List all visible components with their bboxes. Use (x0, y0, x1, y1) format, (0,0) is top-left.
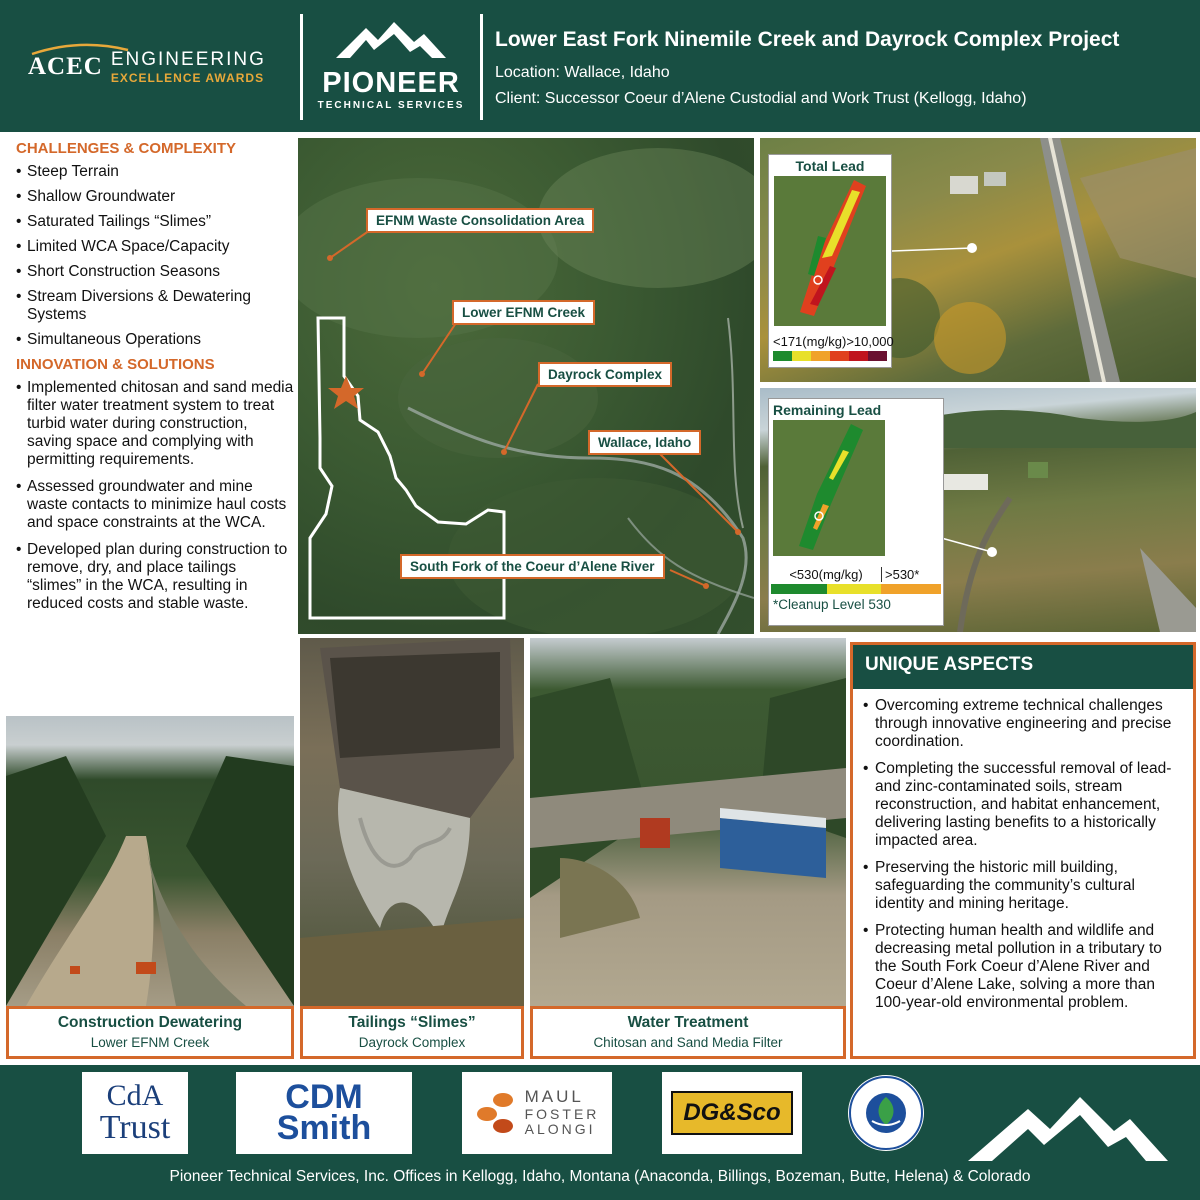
pioneer-mountain-icon (968, 1095, 1168, 1161)
pioneer-logo (316, 20, 466, 111)
construction-dewatering-caption (6, 1006, 294, 1059)
challenges-heading: CHALLENGES & COMPLEXITY (16, 140, 237, 157)
header-divider-2 (480, 14, 483, 120)
acec-logo (28, 50, 266, 84)
remaining-lead-title: Remaining Lead (773, 402, 882, 418)
remaining-lead-inset (768, 398, 944, 626)
unique-heading: UNIQUE ASPECTS (853, 645, 1193, 689)
legend-low-label: <530(mg/kg) (789, 567, 863, 582)
unique-list (853, 689, 1193, 1012)
cda-trust-line1: CdA (106, 1079, 164, 1112)
list-item: • Assessed groundwater and mine waste contacts to minimize haul costs and space constraints at the WCA. (16, 478, 294, 532)
list-item: • Preserving the historic mill building, safeguarding the community’s cultural identity and mining heritage. (861, 859, 1183, 913)
remaining-lead-legend-bar (771, 584, 941, 594)
list-item: • Implemented chitosan and sand media filter water treatment system to treat turbid water during construction, saving space and complying with permitting requirements. (16, 379, 294, 469)
footer-banner (0, 1065, 1200, 1200)
list-item: • Saturated Tailings “Slimes” (16, 213, 294, 231)
map-label-dayrock: Dayrock Complex (538, 362, 672, 387)
photo-subtitle: Lower EFNM Creek (90, 1035, 210, 1050)
tailings-slimes-caption (300, 1006, 524, 1059)
photo-subtitle: Dayrock Complex (358, 1035, 466, 1050)
legend-swatch (773, 351, 792, 361)
list-item: • Stream Diversions & Dewatering Systems (16, 288, 294, 324)
list-item: • Completing the successful removal of lead- and zinc-contaminated soils, stream reconstruction, and habitat enhancement, delivering lasting benefits to a historically impacted area. (861, 760, 1183, 850)
unique-aspects-box (850, 642, 1196, 1059)
photo-title: Construction Dewatering (57, 1014, 243, 1031)
legend-low-label: <171(mg/kg) (773, 334, 847, 349)
epa-seal-icon (846, 1073, 926, 1153)
dgsco-logo (662, 1072, 802, 1154)
list-item: • Simultaneous Operations (16, 331, 294, 349)
maul-foster-line2: FOSTER (524, 1105, 600, 1122)
epa-logo (846, 1072, 926, 1154)
legend-swatch (792, 351, 811, 361)
list-item: • Steep Terrain (16, 163, 294, 181)
mountain-icon (336, 20, 446, 58)
legend-swatch (881, 584, 941, 594)
legend-swatch (830, 351, 849, 361)
innovation-list (16, 379, 294, 613)
total-lead-title: Total Lead (795, 158, 865, 174)
cda-trust-line2: Trust (99, 1109, 171, 1146)
aerial-map (298, 138, 754, 634)
water-treatment-caption (530, 1006, 846, 1059)
legend-high-label: >10,000 (846, 334, 894, 349)
total-lead-photo (760, 138, 1196, 382)
project-title: Lower East Fork Ninemile Creek and Dayrock Complex Project (495, 28, 1120, 51)
pioneer-name: PIONEER (322, 67, 460, 99)
map-label-efnm: Lower EFNM Creek (452, 300, 595, 325)
maul-foster-dots-icon (475, 1090, 517, 1136)
map-label-wallace: Wallace, Idaho (588, 430, 701, 455)
dgsco-wordmark: DG&Sco (671, 1091, 792, 1135)
cda-trust-logo (82, 1072, 188, 1154)
maul-foster-logo (462, 1072, 612, 1154)
map-label-wca: EFNM Waste Consolidation Area (366, 208, 594, 233)
project-client: Client: Successor Coeur d’Alene Custodial and Work Trust (Kellogg, Idaho) (495, 90, 1027, 107)
left-column (16, 140, 294, 622)
list-item: • Developed plan during construction to remove, dry, and place tailings “slimes” in the WCA, resulting in reduced costs and stable waste. (16, 541, 294, 613)
header-banner (0, 0, 1200, 132)
remaining-lead-photo (760, 388, 1196, 632)
list-item: • Overcoming extreme technical challenges through innovative engineering and precise coordination. (861, 697, 1183, 751)
photo-title: Tailings “Slimes” (348, 1014, 476, 1031)
acec-wordmark: ACEC (28, 53, 103, 80)
acec-swoosh-icon (30, 42, 130, 56)
total-lead-legend-bar (773, 351, 887, 361)
acec-excellence: EXCELLENCE AWARDS (110, 71, 265, 85)
map-label-south-fork: South Fork of the Coeur d’Alene River (400, 554, 665, 579)
list-item: • Limited WCA Space/Capacity (16, 238, 294, 256)
maul-foster-line3: ALONGI (524, 1121, 596, 1138)
cleanup-note: *Cleanup Level 530 (773, 597, 891, 612)
legend-swatch (771, 584, 827, 594)
total-lead-heatmap (774, 176, 886, 326)
cdm-smith-line2: Smith (276, 1109, 372, 1147)
list-item: • Short Construction Seasons (16, 263, 294, 281)
challenges-list (16, 163, 294, 349)
construction-dewatering-photo (6, 716, 294, 1006)
tailings-scene (300, 638, 524, 1006)
photo-subtitle: Chitosan and Sand Media Filter (593, 1035, 783, 1050)
project-title-block (495, 28, 1119, 108)
water-treatment-scene (530, 638, 846, 1006)
project-location: Location: Wallace, Idaho (495, 64, 670, 81)
acec-engineering: ENGINEERING (110, 49, 266, 70)
tailings-slimes-photo (300, 638, 524, 1006)
list-item: • Shallow Groundwater (16, 188, 294, 206)
total-lead-inset (768, 154, 892, 368)
legend-swatch (811, 351, 830, 361)
cdm-smith-line1: CDM (285, 1078, 363, 1117)
water-treatment-photo (530, 638, 846, 1006)
maul-foster-line1: MAUL (524, 1087, 584, 1107)
footer-offices-text: Pioneer Technical Services, Inc. Offices in Kellogg, Idaho, Montana (Anaconda, Billings, Bozeman, Butte, Helena) & Colorado (169, 1168, 1031, 1185)
pioneer-sub: TECHNICAL SERVICES (317, 100, 465, 111)
dewatering-scene (6, 716, 294, 1006)
legend-swatch (849, 351, 868, 361)
legend-high-label: >530* (881, 567, 919, 582)
legend-swatch (868, 351, 887, 361)
list-item: • Protecting human health and wildlife and decreasing metal pollution in a tributary to the South Fork Coeur d’Alene River and Coeur d’Alene Lake, solving a more than 100-year-old environmental problem. (861, 922, 1183, 1012)
innovation-heading: INNOVATION & SOLUTIONS (16, 356, 215, 373)
remaining-lead-heatmap (773, 420, 885, 556)
header-divider (300, 14, 303, 120)
legend-swatch (827, 584, 881, 594)
cdm-smith-logo (236, 1072, 412, 1154)
photo-title: Water Treatment (627, 1014, 749, 1031)
